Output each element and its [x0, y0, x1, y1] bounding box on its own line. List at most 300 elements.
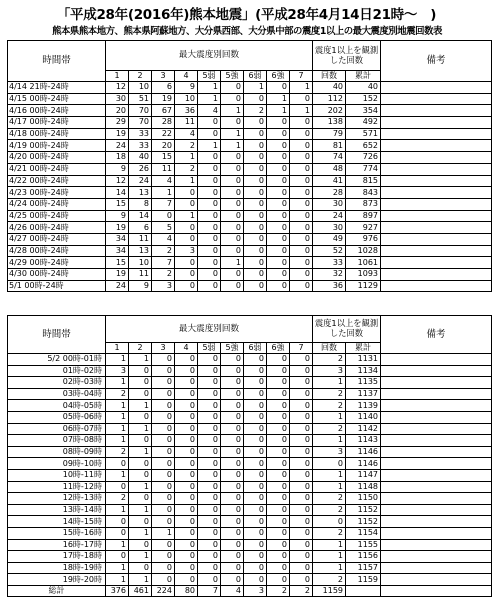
intensity-count-cell: 0: [152, 469, 175, 481]
intensity-count-cell: 0: [129, 411, 152, 423]
intensity-count-cell: 13: [129, 187, 152, 199]
intensity-count-cell: 0: [198, 446, 221, 458]
count-cell: 81: [313, 140, 346, 152]
cumulative-cell: 492: [346, 117, 381, 129]
intensity-count-cell: 14: [129, 210, 152, 222]
total-intensity-cell: 2: [267, 585, 290, 597]
intensity-count-cell: 0: [221, 539, 244, 551]
table-row: [8, 562, 492, 574]
intensity-count-cell: 70: [129, 117, 152, 129]
intensity-count-cell: 0: [221, 446, 244, 458]
total-intensity-cell: 461: [129, 585, 152, 597]
intensity-count-cell: 0: [290, 152, 313, 164]
intensity-count-cell: 0: [152, 574, 175, 586]
table-row: [8, 539, 492, 551]
intensity-count-cell: 0: [244, 163, 267, 175]
intensity-header: 6強: [267, 343, 290, 354]
intensity-count-cell: 1: [175, 175, 198, 187]
intensity-count-cell: 0: [267, 469, 290, 481]
time-cell: 4/20 00時-24時: [8, 152, 106, 164]
intensity-count-cell: 19: [106, 222, 129, 234]
time-cell: 14時-15時: [8, 516, 106, 528]
intensity-count-cell: 0: [175, 527, 198, 539]
time-cell: 4/19 00時-24時: [8, 140, 106, 152]
intensity-count-cell: 0: [244, 354, 267, 366]
intensity-count-cell: 0: [198, 222, 221, 234]
cumulative-header: 累計: [346, 71, 381, 82]
intensity-count-cell: 19: [106, 269, 129, 281]
intensity-count-cell: 0: [175, 365, 198, 377]
table-row: [8, 82, 492, 94]
intensity-count-cell: 0: [152, 481, 175, 493]
intensity-count-cell: 1: [244, 82, 267, 94]
intensity-count-cell: 51: [129, 93, 152, 105]
intensity-count-cell: 0: [267, 257, 290, 269]
remarks-cell: [381, 222, 492, 234]
intensity-count-cell: 0: [267, 354, 290, 366]
intensity-count-cell: 11: [152, 163, 175, 175]
intensity-count-cell: 0: [244, 516, 267, 528]
count-cell: 2: [313, 574, 346, 586]
table-row: [8, 140, 492, 152]
intensity-count-cell: 0: [175, 539, 198, 551]
intensity-count-cell: 0: [221, 175, 244, 187]
intensity-count-cell: 0: [244, 210, 267, 222]
remarks-cell: [381, 175, 492, 187]
table-row: [8, 365, 492, 377]
intensity-count-cell: 1: [152, 187, 175, 199]
table-row: [8, 152, 492, 164]
intensity-count-cell: 11: [175, 117, 198, 129]
intensity-count-cell: 0: [175, 233, 198, 245]
intensity-header: 5弱: [198, 343, 221, 354]
intensity-count-cell: 0: [244, 222, 267, 234]
intensity-count-cell: 0: [152, 493, 175, 505]
intensity-count-cell: 0: [198, 175, 221, 187]
intensity-count-cell: 10: [129, 82, 152, 94]
intensity-count-cell: 0: [267, 562, 290, 574]
remarks-cell: [381, 128, 492, 140]
intensity-count-cell: 1: [221, 140, 244, 152]
intensity-count-cell: 0: [198, 233, 221, 245]
remarks-cell: [381, 140, 492, 152]
remarks-cell: [381, 117, 492, 129]
intensity-count-cell: 0: [152, 562, 175, 574]
intensity-count-cell: 10: [175, 93, 198, 105]
total-intensity-cell: 80: [175, 585, 198, 597]
intensity-count-cell: 0: [198, 198, 221, 210]
intensity-count-cell: 2: [106, 493, 129, 505]
remarks-cell: [381, 257, 492, 269]
time-cell: 16時-17時: [8, 539, 106, 551]
table-row: [8, 493, 492, 505]
time-cell: 4/18 00時-24時: [8, 128, 106, 140]
intensity-count-cell: 3: [152, 280, 175, 292]
remarks-cell: [381, 411, 492, 423]
table-row: [8, 128, 492, 140]
intensity-count-cell: 0: [152, 423, 175, 435]
intensity-count-cell: 2: [152, 245, 175, 257]
intensity-count-cell: 0: [244, 435, 267, 447]
table-row: [8, 198, 492, 210]
intensity-count-cell: 0: [152, 400, 175, 412]
cumulative-cell: 1142: [346, 423, 381, 435]
intensity-count-cell: 14: [106, 187, 129, 199]
intensity-count-cell: 0: [267, 210, 290, 222]
intensity-count-cell: 0: [175, 516, 198, 528]
intensity-count-cell: 0: [290, 493, 313, 505]
intensity-count-cell: 0: [244, 140, 267, 152]
intensity-count-cell: 33: [129, 140, 152, 152]
intensity-count-cell: 0: [106, 458, 129, 470]
intensity-header: 4: [175, 343, 198, 354]
intensity-header: 6強: [267, 71, 290, 82]
intensity-count-cell: 0: [267, 117, 290, 129]
intensity-count-cell: 0: [244, 539, 267, 551]
intensity-count-cell: 0: [198, 245, 221, 257]
time-cell: 05時-06時: [8, 411, 106, 423]
intensity-count-cell: 0: [267, 388, 290, 400]
intensity-count-cell: 0: [290, 257, 313, 269]
intensity-count-cell: 0: [152, 504, 175, 516]
intensity-count-cell: 0: [244, 400, 267, 412]
intensity-count-cell: 0: [267, 187, 290, 199]
intensity-count-cell: 0: [198, 574, 221, 586]
intensity-count-cell: 24: [129, 175, 152, 187]
remarks-cell: [381, 377, 492, 389]
intensity-count-cell: 0: [290, 210, 313, 222]
intensity-count-cell: 0: [267, 446, 290, 458]
intensity-count-cell: 1: [221, 257, 244, 269]
intensity-count-cell: 36: [175, 105, 198, 117]
count-cell: 41: [313, 175, 346, 187]
intensity-count-cell: 0: [175, 269, 198, 281]
intensity-count-cell: 0: [198, 152, 221, 164]
intensity-count-cell: 0: [198, 128, 221, 140]
intensity-count-cell: 20: [152, 140, 175, 152]
intensity-count-cell: 1: [106, 539, 129, 551]
remarks-cell: [381, 574, 492, 586]
intensity-count-cell: 0: [175, 574, 198, 586]
cumulative-cell: 843: [346, 187, 381, 199]
intensity-count-cell: 0: [244, 365, 267, 377]
intensity-count-cell: 10: [129, 257, 152, 269]
intensity-count-cell: 0: [175, 411, 198, 423]
cumulative-cell: 1143: [346, 435, 381, 447]
intensity-count-cell: 0: [198, 388, 221, 400]
time-header: 時間帯: [8, 41, 106, 82]
intensity-count-cell: 4: [175, 128, 198, 140]
daily-count-table: [7, 40, 492, 292]
intensity-count-cell: 0: [244, 551, 267, 563]
intensity-count-cell: 0: [198, 562, 221, 574]
intensity-count-cell: 0: [175, 551, 198, 563]
intensity-count-cell: 3: [175, 245, 198, 257]
remarks-cell: [381, 481, 492, 493]
time-cell: 01時-02時: [8, 365, 106, 377]
intensity-count-cell: 0: [267, 400, 290, 412]
intensity-count-cell: 1: [106, 504, 129, 516]
intensity-count-cell: 9: [106, 163, 129, 175]
count-header: 回数: [313, 71, 346, 82]
table-row: [8, 269, 492, 281]
table-row: [8, 446, 492, 458]
count-cell: 112: [313, 93, 346, 105]
intensity-count-cell: 6: [152, 82, 175, 94]
intensity-header: 1: [106, 71, 129, 82]
intensity-count-cell: 15: [106, 198, 129, 210]
count-cell: 52: [313, 245, 346, 257]
intensity-count-cell: 11: [129, 269, 152, 281]
intensity-count-cell: 0: [221, 493, 244, 505]
intensity-count-cell: 0: [221, 82, 244, 94]
count-cell: 32: [313, 269, 346, 281]
intensity-count-cell: 0: [244, 574, 267, 586]
time-cell: 17時-18時: [8, 551, 106, 563]
intensity-count-cell: 0: [244, 411, 267, 423]
time-cell: 4/24 00時-24時: [8, 198, 106, 210]
intensity-count-cell: 1: [129, 400, 152, 412]
intensity-header: 3: [152, 71, 175, 82]
remarks-cell: [381, 233, 492, 245]
remarks-header: 備考: [381, 41, 492, 82]
intensity-count-cell: 4: [152, 175, 175, 187]
intensity-count-cell: 0: [106, 481, 129, 493]
intensity-count-cell: 0: [152, 354, 175, 366]
time-cell: 19時-20時: [8, 574, 106, 586]
intensity-count-cell: 24: [106, 280, 129, 292]
intensity-count-cell: 0: [267, 128, 290, 140]
count-cell: 2: [313, 423, 346, 435]
intensity-header: 7: [290, 71, 313, 82]
intensity-count-cell: 0: [221, 280, 244, 292]
cumulative-cell: 1152: [346, 516, 381, 528]
table-row: [8, 481, 492, 493]
intensity-count-cell: 0: [152, 411, 175, 423]
cumulative-cell: 1135: [346, 377, 381, 389]
cumulative-cell: 40: [346, 82, 381, 94]
table-row: [8, 175, 492, 187]
intensity-count-cell: 28: [152, 117, 175, 129]
intensity-count-cell: 1: [106, 469, 129, 481]
intensity-count-cell: 0: [290, 128, 313, 140]
remarks-cell: [381, 539, 492, 551]
time-cell: 4/16 00時-24時: [8, 105, 106, 117]
intensity-count-cell: 0: [290, 280, 313, 292]
time-cell: 5/2 00時-01時: [8, 354, 106, 366]
intensity-count-cell: 1: [221, 128, 244, 140]
total-cumulative-cell: [346, 585, 381, 597]
intensity-count-cell: 0: [267, 233, 290, 245]
time-cell: 18時-19時: [8, 562, 106, 574]
intensity-count-cell: 0: [198, 163, 221, 175]
intensity-count-cell: 0: [244, 117, 267, 129]
total-count-cell: 1159: [313, 585, 346, 597]
table-row: [8, 377, 492, 389]
intensity-count-cell: 40: [129, 152, 152, 164]
intensity-count-cell: 0: [244, 269, 267, 281]
intensity-header: 2: [129, 71, 152, 82]
intensity-count-cell: 0: [290, 527, 313, 539]
cumulative-cell: 1140: [346, 411, 381, 423]
count-cell: 49: [313, 233, 346, 245]
count-cell: 28: [313, 187, 346, 199]
intensity-count-cell: 0: [244, 458, 267, 470]
cumulative-cell: 1152: [346, 504, 381, 516]
intensity-count-cell: 0: [152, 551, 175, 563]
intensity-count-cell: 0: [221, 400, 244, 412]
count-cell: 3: [313, 446, 346, 458]
intensity-count-cell: 0: [290, 233, 313, 245]
intensity-count-cell: 0: [198, 377, 221, 389]
hourly-count-table: [7, 315, 492, 597]
intensity-count-cell: 0: [290, 93, 313, 105]
intensity-count-cell: 67: [152, 105, 175, 117]
intensity-count-cell: 24: [106, 140, 129, 152]
intensity-count-cell: 9: [129, 280, 152, 292]
intensity-count-cell: 20: [106, 105, 129, 117]
intensity-count-cell: 0: [267, 175, 290, 187]
table-row: [8, 163, 492, 175]
intensity-count-cell: 0: [221, 269, 244, 281]
intensity-count-cell: 0: [152, 539, 175, 551]
time-cell: 4/25 00時-24時: [8, 210, 106, 222]
intensity-count-cell: 0: [267, 493, 290, 505]
cumulative-cell: 976: [346, 233, 381, 245]
table-row: [8, 257, 492, 269]
intensity-count-cell: 8: [129, 198, 152, 210]
intensity-count-cell: 0: [221, 245, 244, 257]
intensity-count-cell: 11: [129, 233, 152, 245]
intensity-count-cell: 0: [290, 198, 313, 210]
intensity-header: 1: [106, 343, 129, 354]
cumulative-cell: 815: [346, 175, 381, 187]
total-row: [8, 585, 492, 597]
intensity-count-cell: 1: [106, 400, 129, 412]
intensity-count-cell: 0: [221, 562, 244, 574]
remarks-cell: [381, 551, 492, 563]
intensity-count-cell: 0: [244, 388, 267, 400]
intensity-count-cell: 0: [290, 187, 313, 199]
intensity-count-cell: 0: [244, 469, 267, 481]
cumulative-cell: 1159: [346, 574, 381, 586]
total-intensity-cell: 376: [106, 585, 129, 597]
intensity-count-cell: 0: [106, 527, 129, 539]
count-cell: 202: [313, 105, 346, 117]
intensity-count-cell: 1: [106, 411, 129, 423]
intensity-count-cell: 0: [267, 198, 290, 210]
intensity-count-cell: 0: [221, 504, 244, 516]
remarks-cell: [381, 198, 492, 210]
intensity-count-cell: 1: [129, 504, 152, 516]
intensity-header: 4: [175, 71, 198, 82]
cumulative-cell: 1156: [346, 551, 381, 563]
intensity-count-cell: 1: [290, 82, 313, 94]
intensity-count-cell: 0: [198, 400, 221, 412]
intensity-count-cell: 0: [267, 245, 290, 257]
count-group-header: 震度1以上を観測した回数: [313, 316, 381, 343]
remarks-cell: [381, 163, 492, 175]
intensity-count-cell: 0: [198, 117, 221, 129]
intensity-count-cell: 0: [152, 458, 175, 470]
remarks-cell: [381, 388, 492, 400]
table-row: [8, 469, 492, 481]
intensity-count-cell: 0: [244, 280, 267, 292]
intensity-header: 7: [290, 343, 313, 354]
intensity-count-cell: 0: [198, 365, 221, 377]
intensity-count-cell: 0: [129, 377, 152, 389]
cumulative-cell: 927: [346, 222, 381, 234]
time-cell: 15時-16時: [8, 527, 106, 539]
intensity-count-cell: 1: [129, 423, 152, 435]
intensity-count-cell: 1: [106, 574, 129, 586]
total-intensity-cell: 2: [290, 585, 313, 597]
remarks-cell: [381, 400, 492, 412]
intensity-count-cell: 0: [175, 446, 198, 458]
intensity-count-cell: 0: [290, 117, 313, 129]
intensity-count-cell: 0: [198, 411, 221, 423]
intensity-count-cell: 0: [152, 516, 175, 528]
remarks-header: 備考: [381, 316, 492, 354]
intensity-count-cell: 0: [244, 504, 267, 516]
intensity-count-cell: 0: [221, 481, 244, 493]
cumulative-cell: 726: [346, 152, 381, 164]
intensity-count-cell: 0: [221, 233, 244, 245]
table-row: [8, 117, 492, 129]
intensity-count-cell: 0: [198, 458, 221, 470]
intensity-count-cell: 0: [290, 504, 313, 516]
time-cell: 4/21 00時-24時: [8, 163, 106, 175]
intensity-count-cell: 0: [244, 152, 267, 164]
intensity-count-cell: 0: [221, 187, 244, 199]
intensity-count-cell: 0: [267, 411, 290, 423]
intensity-count-cell: 0: [175, 400, 198, 412]
remarks-cell: [381, 585, 492, 597]
intensity-count-cell: 0: [290, 516, 313, 528]
time-cell: 4/14 21時-24時: [8, 82, 106, 94]
intensity-count-cell: 0: [267, 539, 290, 551]
intensity-count-cell: 0: [152, 365, 175, 377]
intensity-count-cell: 34: [106, 245, 129, 257]
intensity-count-cell: 0: [290, 354, 313, 366]
intensity-count-cell: 2: [106, 388, 129, 400]
time-cell: 06時-07時: [8, 423, 106, 435]
intensity-count-cell: 9: [175, 82, 198, 94]
intensity-count-cell: 0: [198, 354, 221, 366]
intensity-count-cell: 0: [290, 377, 313, 389]
intensity-count-cell: 0: [198, 516, 221, 528]
intensity-count-cell: 0: [290, 481, 313, 493]
intensity-count-cell: 0: [290, 411, 313, 423]
intensity-count-cell: 0: [175, 423, 198, 435]
intensity-count-cell: 0: [129, 469, 152, 481]
time-cell: 4/27 00時-24時: [8, 233, 106, 245]
intensity-count-cell: 0: [290, 175, 313, 187]
intensity-count-cell: 0: [290, 574, 313, 586]
time-cell: 12時-13時: [8, 493, 106, 505]
intensity-count-cell: 0: [221, 117, 244, 129]
remarks-cell: [381, 504, 492, 516]
table-row: [8, 233, 492, 245]
cumulative-cell: 1139: [346, 400, 381, 412]
intensity-count-cell: 2: [106, 446, 129, 458]
intensity-count-cell: 29: [106, 117, 129, 129]
cumulative-cell: 774: [346, 163, 381, 175]
cumulative-cell: 1157: [346, 562, 381, 574]
table-row: [8, 435, 492, 447]
intensity-count-cell: 0: [290, 245, 313, 257]
remarks-cell: [381, 527, 492, 539]
